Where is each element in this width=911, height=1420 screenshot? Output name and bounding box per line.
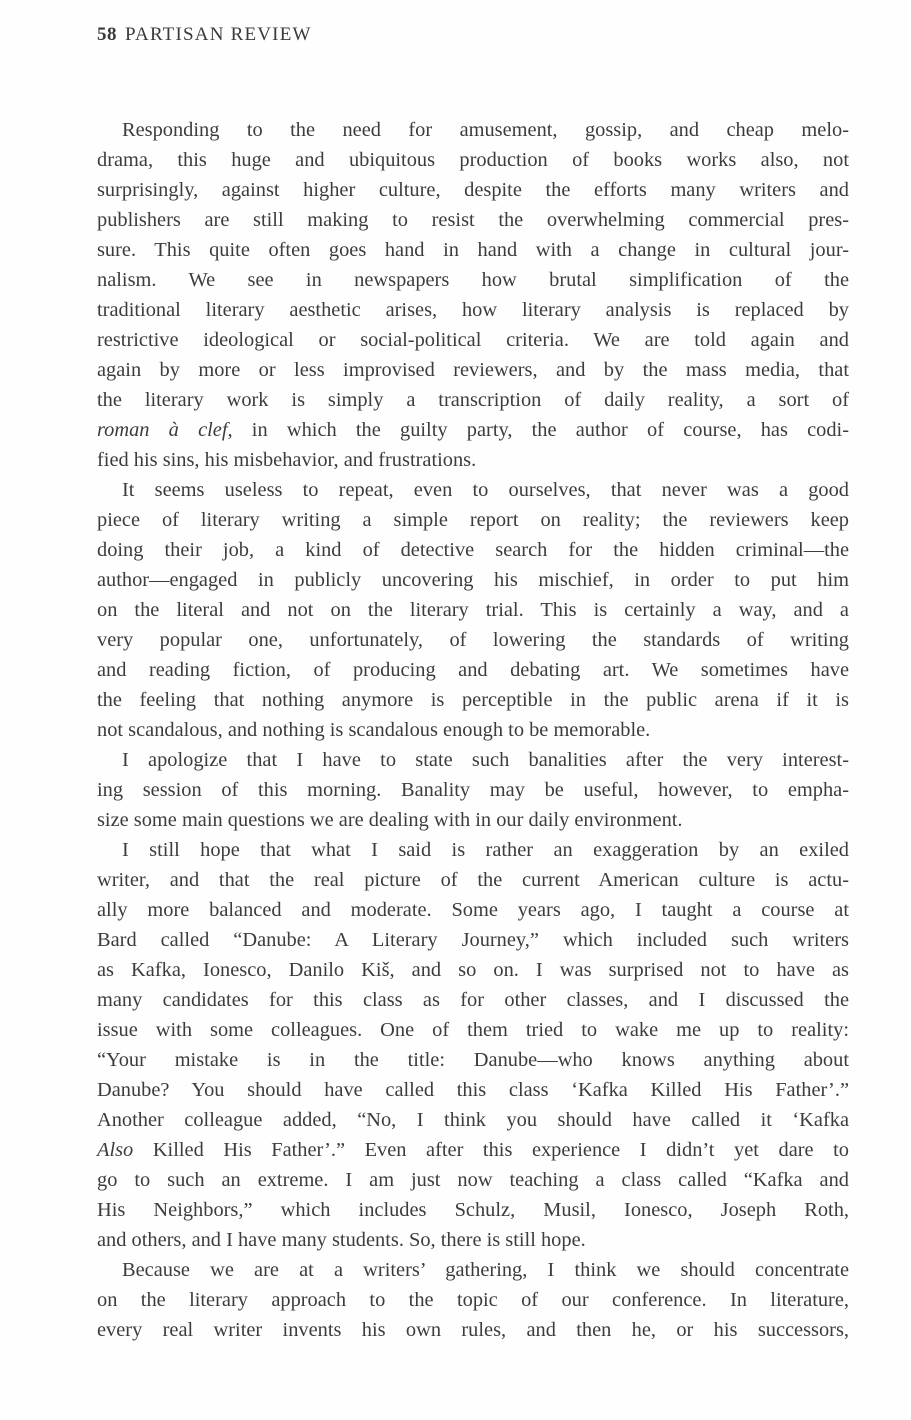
text-line xyxy=(97,535,849,565)
text-line xyxy=(97,1135,849,1165)
text-line xyxy=(97,655,849,685)
text-line xyxy=(97,475,849,505)
text-line xyxy=(97,1045,849,1075)
text-line xyxy=(97,1075,849,1105)
line-text: traditional literary aesthetic arises, how literary analysis is replaced by xyxy=(97,299,849,321)
line-text: It seems useless to repeat, even to ourselves, that never was a good xyxy=(122,479,849,501)
text-line xyxy=(97,745,849,775)
line-text: many candidates for this class as for other classes, and I discussed the xyxy=(97,989,849,1011)
text-line xyxy=(97,1255,849,1285)
text-line xyxy=(97,625,849,655)
line-text: Because we are at a writers’ gathering, I think we should concentrate xyxy=(122,1259,849,1281)
line-text: doing their job, a kind of detective search for the hidden criminal—the xyxy=(97,539,849,561)
line-text: on the literal and not on the literary trial. This is certainly a way, and a xyxy=(97,599,849,621)
text-line xyxy=(97,685,849,715)
line-text: issue with some colleagues. One of them tried to wake me up to reality: xyxy=(97,1019,849,1041)
line-text: I still hope that what I said is rather an exaggeration by an exiled xyxy=(122,839,849,861)
line-text: His Neighbors,” which includes Schulz, Musil, Ionesco, Joseph Roth, xyxy=(97,1199,849,1221)
line-text: I apologize that I have to state such banalities after the very interest- xyxy=(122,749,849,771)
text-line xyxy=(97,715,849,745)
line-text: go to such an extreme. I am just now teaching a class called “Kafka and xyxy=(97,1169,849,1191)
text-line xyxy=(97,775,849,805)
text-line xyxy=(97,955,849,985)
line-text: the feeling that nothing anymore is perceptible in the public arena if it is xyxy=(97,689,849,711)
page-number: 58 xyxy=(97,24,117,45)
line-text: and others, and I have many students. So, there is still hope. xyxy=(97,1229,586,1251)
text-line xyxy=(97,805,849,835)
text-line xyxy=(97,835,849,865)
line-text: writer, and that the real picture of the current American culture is actu- xyxy=(97,869,849,891)
text-line xyxy=(97,595,849,625)
line-text: nalism. We see in newspapers how brutal simplification of the xyxy=(97,269,849,291)
text-line xyxy=(97,1015,849,1045)
text-line xyxy=(97,865,849,895)
text-line xyxy=(97,295,849,325)
line-text: piece of literary writing a simple report on reality; the reviewers keep xyxy=(97,509,849,531)
text-line xyxy=(97,985,849,1015)
line-text: , in which the guilty party, the author of course, has codi- xyxy=(227,419,850,441)
line-text: sure. This quite often goes hand in hand with a change in cultural jour- xyxy=(97,239,849,261)
italic-text: Also xyxy=(97,1139,134,1161)
line-text: surprisingly, against higher culture, despite the efforts many writers and xyxy=(97,179,849,201)
line-text: on the literary approach to the topic of our conference. In literature, xyxy=(97,1289,849,1311)
line-text: publishers are still making to resist the overwhelming commercial pres- xyxy=(97,209,849,231)
line-text: Danube? You should have called this class ‘Kafka Killed His Father’.” xyxy=(97,1079,849,1101)
text-line xyxy=(97,355,849,385)
text-line xyxy=(97,145,849,175)
line-text: ally more balanced and moderate. Some years ago, I taught a course at xyxy=(97,899,849,921)
text-line xyxy=(97,235,849,265)
line-text: “Your mistake is in the title: Danube—who knows anything about xyxy=(97,1049,849,1071)
line-text: drama, this huge and ubiquitous production of books works also, not xyxy=(97,149,849,171)
line-text: Responding to the need for amusement, gossip, and cheap melo- xyxy=(122,119,849,141)
line-text: fied his sins, his misbehavior, and frustrations. xyxy=(97,449,477,471)
text-line xyxy=(97,415,849,445)
line-text: every real writer invents his own rules, and then he, or his successors, xyxy=(97,1319,849,1341)
line-text: author—engaged in publicly uncovering his mischief, in order to put him xyxy=(97,569,849,591)
line-text: as Kafka, Ionesco, Danilo Kiš, and so on. I was surprised not to have as xyxy=(97,959,849,981)
line-text: very popular one, unfortunately, of lowering the standards of writing xyxy=(97,629,849,651)
text-line xyxy=(97,445,849,475)
line-text: and reading fiction, of producing and debating art. We sometimes have xyxy=(97,659,849,681)
text-line xyxy=(97,325,849,355)
line-text: Bard called “Danube: A Literary Journey,” which included such writers xyxy=(97,929,849,951)
text-line xyxy=(97,1225,849,1255)
text-line xyxy=(97,895,849,925)
text-line xyxy=(97,1105,849,1135)
text-line xyxy=(97,1315,849,1345)
text-line xyxy=(97,925,849,955)
italic-text: roman à clef xyxy=(97,419,228,441)
running-head xyxy=(97,24,312,46)
text-line xyxy=(97,175,849,205)
line-text: size some main questions we are dealing with in our daily environment. xyxy=(97,809,683,831)
text-line xyxy=(97,1165,849,1195)
body-text xyxy=(97,115,849,1345)
text-line xyxy=(97,385,849,415)
text-line xyxy=(97,265,849,295)
line-text: again by more or less improvised reviewers, and by the mass media, that xyxy=(97,359,849,381)
text-line xyxy=(97,205,849,235)
text-line xyxy=(97,505,849,535)
line-text: Killed His Father’.” Even after this experience I didn’t yet dare to xyxy=(133,1139,849,1161)
text-line xyxy=(97,1285,849,1315)
text-line xyxy=(97,565,849,595)
line-text: ing session of this morning. Banality may be useful, however, to empha- xyxy=(97,779,849,801)
line-text: not scandalous, and nothing is scandalous enough to be memorable. xyxy=(97,719,651,741)
line-text: Another colleague added, “No, I think you should have called it ‘Kafka xyxy=(97,1109,849,1131)
text-line xyxy=(97,115,849,145)
journal-title: PARTISAN REVIEW xyxy=(125,24,312,45)
line-text: restrictive ideological or social-political criteria. We are told again and xyxy=(97,329,849,351)
text-line xyxy=(97,1195,849,1225)
line-text: the literary work is simply a transcription of daily reality, a sort of xyxy=(97,389,849,411)
